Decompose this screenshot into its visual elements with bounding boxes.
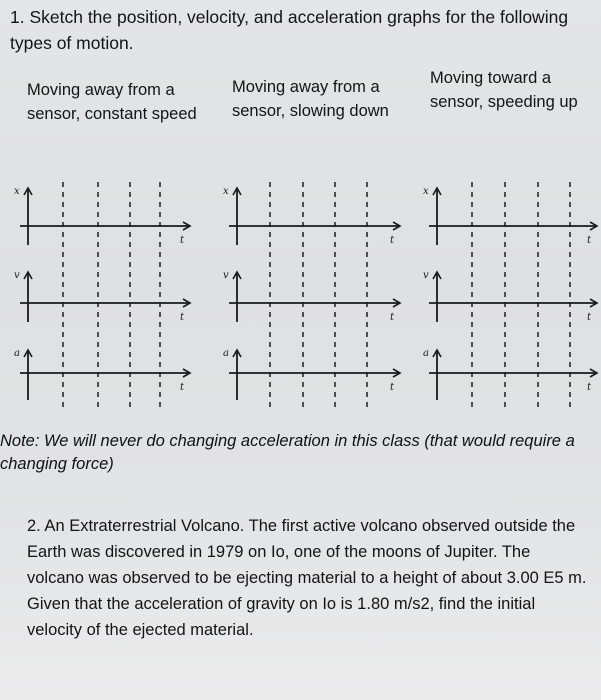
column-heading-speeding-up: Moving toward a sensor, speeding up	[430, 69, 578, 111]
position-graph-slowing-down-y-label: x	[223, 186, 229, 197]
velocity-graph-slowing-down-y-label: v	[223, 270, 229, 281]
acceleration-graph-slowing-down-t-label: t	[390, 382, 395, 393]
acceleration-graph-constant-speed-y-label: a	[14, 348, 20, 359]
question-1-title: 1. Sketch the position, velocity, and acceleration graphs for the following types of motion.	[10, 7, 569, 53]
position-graph-constant-speed-t-label: t	[180, 235, 185, 246]
position-graph-constant-speed-y-label: x	[14, 186, 20, 197]
column-heading-constant-speed: Moving away from a sensor, constant speed	[27, 81, 197, 123]
velocity-graph-speeding-up-y-label: v	[423, 270, 429, 281]
acceleration-graph-speeding-up-t-label: t	[587, 382, 592, 393]
motion-graph-grid	[0, 170, 601, 430]
acceleration-graph-constant-speed-t-label: t	[180, 382, 185, 393]
velocity-graph-constant-speed-t-label: t	[180, 312, 185, 323]
position-graph-slowing-down-t-label: t	[390, 235, 395, 246]
velocity-graph-speeding-up-t-label: t	[587, 312, 592, 323]
position-graph-speeding-up-y-label: x	[423, 186, 429, 197]
note-text: Note: We will never do changing acceleration in this class (that would require a changing force)	[0, 432, 575, 473]
velocity-graph-constant-speed-y-label: v	[14, 270, 20, 281]
position-graph-speeding-up-t-label: t	[587, 235, 592, 246]
question-2-text: 2. An Extraterrestrial Volcano. The first active volcano observed outside the Earth was discovered in 1979 on Io, one of the moons of Jupiter. The volcano was observed to be ejecting material to a height of about 3.00 E5 m. Given that the acceleration of gravity on Io is 1.80 m/s2, find the initial velocity of the ejected material.	[27, 517, 587, 639]
column-heading-slowing-down: Moving away from a sensor, slowing down	[232, 78, 389, 120]
velocity-graph-slowing-down-t-label: t	[390, 312, 395, 323]
acceleration-graph-speeding-up-y-label: a	[423, 348, 429, 359]
motion-graphs-svg	[0, 170, 601, 430]
acceleration-graph-slowing-down-y-label: a	[223, 348, 229, 359]
